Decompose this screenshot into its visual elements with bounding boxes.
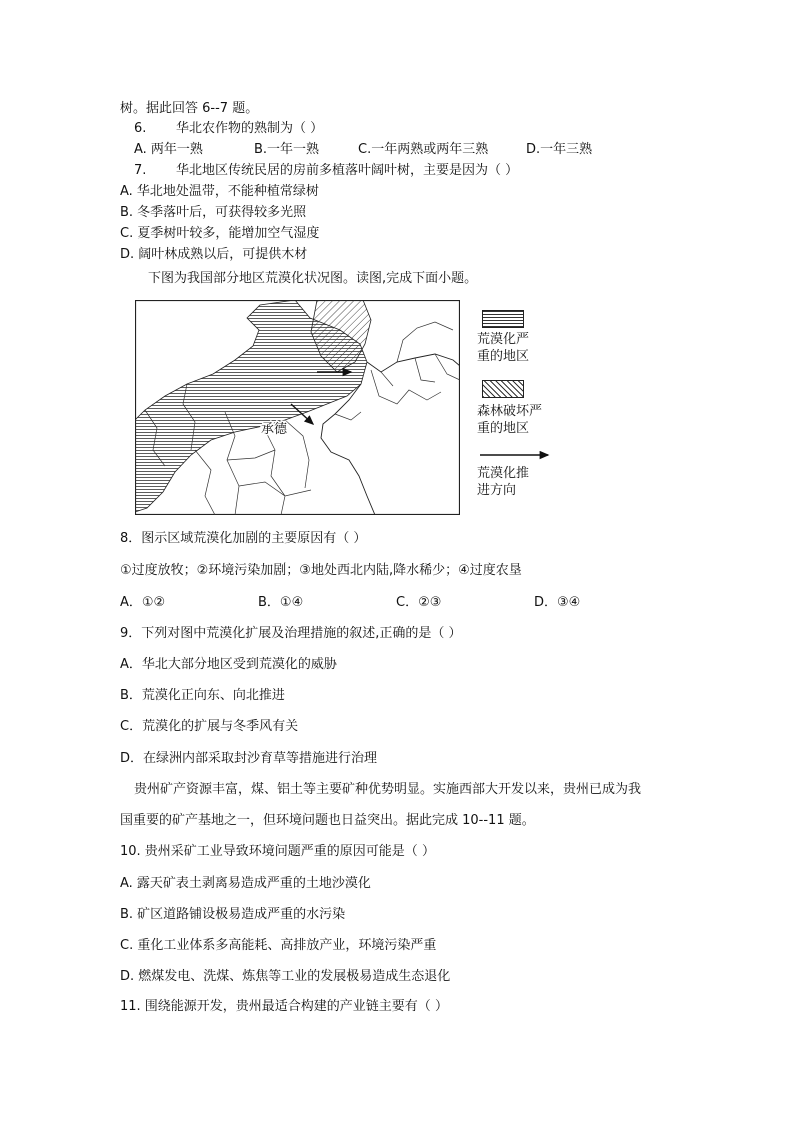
q9-option-c: C．荒漠化的扩展与冬季风有关 [120, 719, 299, 734]
q10-option-a: A. 露天矿表土剥离易造成严重的土地沙漠化 [120, 876, 371, 891]
q10-option-b: B. 矿区道路铺设极易造成严重的水污染 [120, 907, 346, 922]
q6-option-c: C.一年两熟或两年三熟 [358, 142, 489, 157]
q7-number: 7. [134, 163, 147, 178]
q6-option-b: B.一年一熟 [254, 142, 320, 157]
map-intro: 下图为我国部分地区荒漠化状况图。读图,完成下面小题。 [148, 271, 478, 286]
legend-arrow-icon [478, 448, 558, 462]
q7-option-b: B. 冬季落叶后，可获得较多光照 [120, 205, 307, 220]
q6-option-d: D.一年三熟 [526, 142, 593, 157]
q7-option-a: A. 华北地处温带，不能种植常绿树 [120, 184, 319, 199]
q7-stem: 华北地区传统民居的房前多植落叶阔叶树，主要是因为（ ） [176, 163, 519, 178]
legend-desertification-line1: 荒漠化严 [477, 332, 530, 347]
q8-option-b: B．①④ [258, 595, 304, 610]
q8-stem: 8．图示区域荒漠化加剧的主要原因有（ ） [120, 531, 367, 546]
legend-desertification-line2: 重的地区 [477, 349, 530, 364]
q7-option-d: D. 阔叶林成熟以后，可提供木材 [120, 247, 308, 262]
q10-option-d: D. 燃煤发电、洗煤、炼焦等工业的发展极易造成生态退化 [120, 969, 451, 984]
guizhou-passage-line1: 贵州矿产资源丰富，煤、铝土等主要矿种优势明显。实施西部大开发以来，贵州已成为我 [134, 782, 642, 797]
guizhou-passage-line2: 国重要的矿产基地之一，但环境问题也日益突出。据此完成 10--11 题。 [120, 813, 535, 828]
q9-stem: 9．下列对图中荒漠化扩展及治理措施的叙述,正确的是（ ） [120, 626, 462, 641]
q6-stem: 华北农作物的熟制为（ ） [176, 121, 324, 136]
q9-option-b: B．荒漠化正向东、向北推进 [120, 688, 285, 703]
legend-forest-line1: 森林破坏严 [477, 404, 543, 419]
chengde-label: 承德 [260, 422, 288, 437]
q10-option-c: C. 重化工业体系多高能耗、高排放产业，环境污染严重 [120, 938, 437, 953]
q9-option-a: A．华北大部分地区受到荒漠化的威胁 [120, 657, 337, 672]
q8-option-a: A．①② [120, 595, 166, 610]
q6-number: 6. [134, 121, 147, 136]
legend-forest-line2: 重的地区 [477, 421, 530, 436]
q11-stem: 11. 围绕能源开发，贵州最适合构建的产业链主要有（ ） [120, 999, 448, 1014]
legend-advance-line1: 荒漠化推 [477, 466, 530, 481]
legend-forest-swatch [482, 380, 524, 398]
intro-tail: 树。据此回答 6--7 题。 [120, 101, 259, 116]
legend-desertification-swatch [482, 310, 524, 328]
q9-option-d: D．在绿洲内部采取封沙育草等措施进行治理 [120, 751, 378, 766]
desertification-map [135, 300, 460, 515]
q8-option-d: D．③④ [534, 595, 581, 610]
q7-option-c: C. 夏季树叶较多，能增加空气湿度 [120, 226, 320, 241]
q10-stem: 10. 贵州采矿工业导致环境问题严重的原因可能是（ ） [120, 844, 435, 859]
q8-reasons: ①过度放牧；②环境污染加剧；③地处西北内陆,降水稀少；④过度农垦 [120, 563, 522, 578]
legend-advance-line2: 进方向 [477, 483, 517, 498]
q8-option-c: C．②③ [396, 595, 442, 610]
q6-option-a: A. 两年一熟 [134, 142, 203, 157]
